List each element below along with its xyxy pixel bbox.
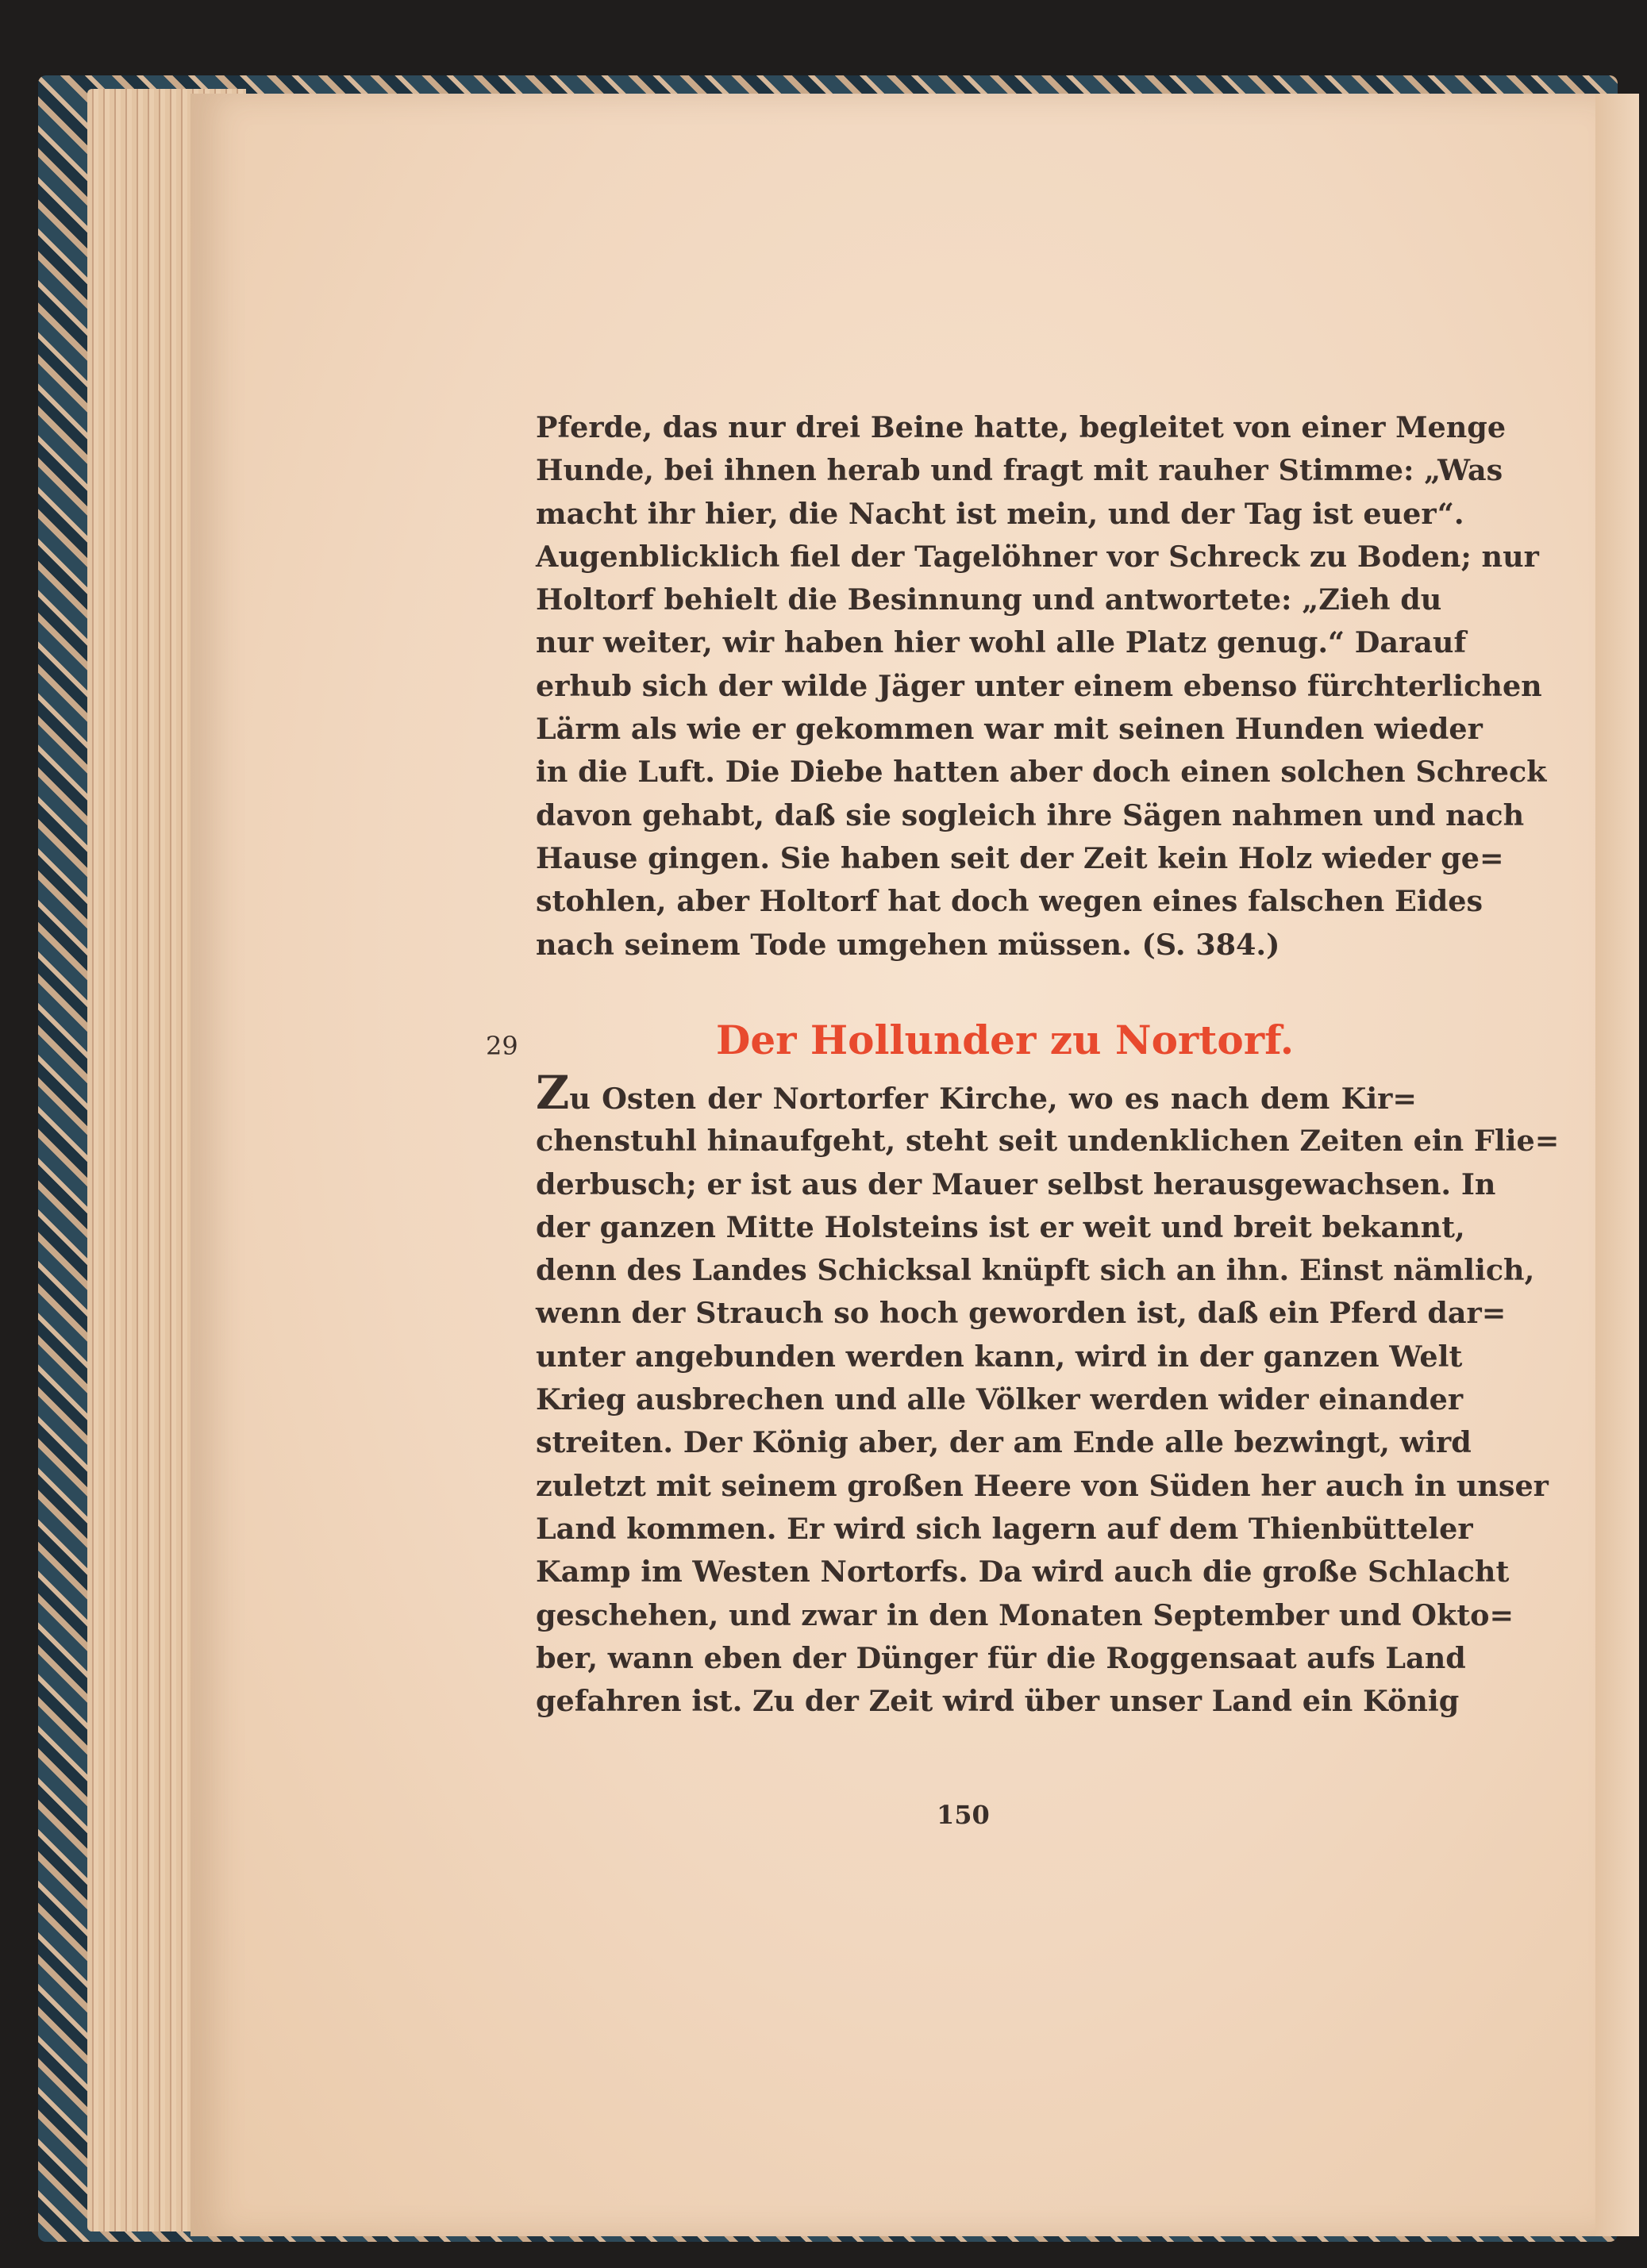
text-line: gefahren ist. Zu der Zeit wird über unser Land ein König bbox=[536, 1684, 1460, 1719]
text-line: unter angebunden werden kann, wird in der ganzen Welt bbox=[536, 1339, 1463, 1374]
text-line: der ganzen Mitte Holsteins ist er weit und breit bekannt, bbox=[536, 1209, 1465, 1244]
text-line: chenstuhl hinaufgeht, steht seit undenklichen Zeiten ein Flie= bbox=[536, 1124, 1560, 1159]
text-line: Land kommen. Er wird sich lagern auf dem Thienbütteler bbox=[536, 1511, 1473, 1546]
text-line: Krieg ausbrechen und alle Völker werden wider einander bbox=[536, 1382, 1464, 1417]
story-number: 29 bbox=[486, 1031, 518, 1061]
text-line: denn des Landes Schicksal knüpft sich an ihn. Einst nämlich, bbox=[536, 1253, 1535, 1288]
drop-cap: Z bbox=[536, 1066, 570, 1120]
text-line: in die Luft. Die Diebe hatten aber doch einen solchen Schreck bbox=[536, 755, 1547, 790]
text-line: wenn der Strauch so hoch geworden ist, daß ein Pferd dar= bbox=[536, 1296, 1507, 1331]
page-number: 150 bbox=[937, 1800, 990, 1830]
text-line: nur weiter, wir haben hier wohl alle Platz genug.“ Darauf bbox=[536, 625, 1467, 660]
text-line: Hunde, bei ihnen herab und fragt mit rauher Stimme: „Was bbox=[536, 453, 1503, 488]
first-line-text: u Osten der Nortorfer Kirche, wo es nach dem Kir= bbox=[569, 1082, 1417, 1116]
text-line: Augenblicklich fiel der Tagelöhner vor Schreck zu Boden; nur bbox=[536, 539, 1539, 574]
text-line: stohlen, aber Holtorf hat doch wegen eines falschen Eides bbox=[536, 884, 1483, 919]
text-line: streiten. Der König aber, der am Ende alle bezwingt, wird bbox=[536, 1425, 1472, 1460]
text-line: nach seinem Tode umgehen müssen. (S. 384.) bbox=[536, 927, 1280, 962]
text-line: Lärm als wie er gekommen war mit seinen Hunden wieder bbox=[536, 712, 1483, 747]
text-line: macht ihr hier, die Nacht ist mein, und der Tag ist euer“. bbox=[536, 496, 1464, 531]
paragraph-continued bbox=[536, 406, 1547, 967]
text-line: Kamp im Westen Nortorfs. Da wird auch die große Schlacht bbox=[536, 1555, 1510, 1590]
section-heading: Der Hollunder zu Nortorf. bbox=[716, 1017, 1295, 1063]
text-line: Hause gingen. Sie haben seit der Zeit kein Holz wieder ge= bbox=[536, 840, 1504, 875]
text-line: davon gehabt, daß sie sogleich ihre Sägen nahmen und nach bbox=[536, 798, 1525, 832]
text-line: ber, wann eben der Dünger für die Roggensaat aufs Land bbox=[536, 1640, 1466, 1675]
text-line: erhub sich der wilde Jäger unter einem ebenso fürchterlichen bbox=[536, 668, 1542, 703]
text-line: derbusch; er ist aus der Mauer selbst herausgewachsen. In bbox=[536, 1167, 1496, 1201]
text-line: zuletzt mit seinem großen Heere von Süden her auch in unser bbox=[536, 1468, 1549, 1503]
section-heading-row bbox=[486, 1017, 1417, 1072]
text-line: Pferde, das nur drei Beine hatte, begleitet von einer Menge bbox=[536, 410, 1507, 444]
paragraph-main bbox=[536, 1066, 1560, 1723]
text-line: geschehen, und zwar in den Monaten September und Okto= bbox=[536, 1597, 1514, 1632]
text-line bbox=[536, 1066, 1417, 1120]
text-line: Holtorf behielt die Besinnung und antwortete: „Zieh du bbox=[536, 582, 1442, 617]
facing-page-edge bbox=[1595, 94, 1639, 2236]
